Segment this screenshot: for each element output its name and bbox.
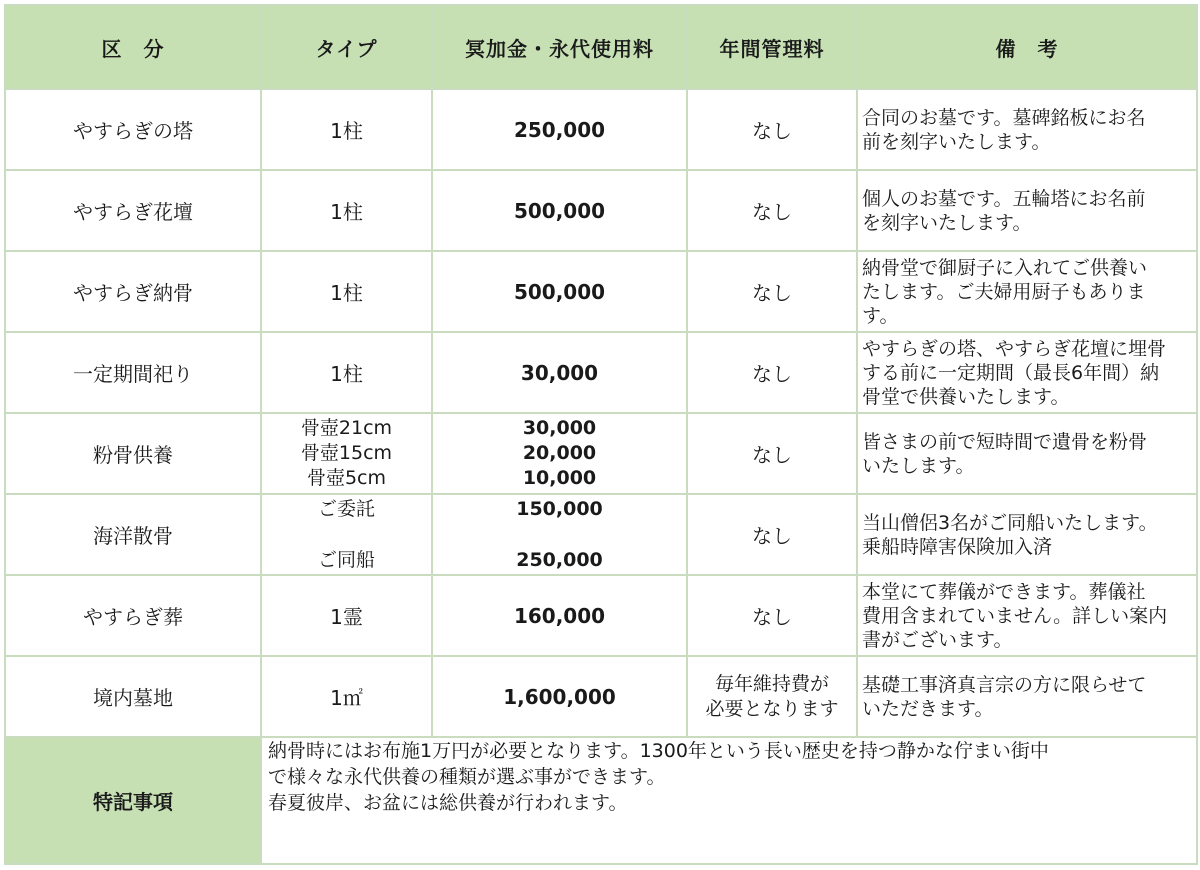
- table-row: [5, 494, 1197, 575]
- annual-fee-cell-line: なし: [752, 443, 792, 467]
- category-cell: やすらぎの塔: [5, 89, 261, 170]
- category-cell: 海洋散骨: [5, 494, 261, 575]
- table-row: [5, 332, 1197, 413]
- notes-cell-line: 合同のお墓です。墓碑銘板にお名: [862, 106, 1146, 129]
- special-note-line: 春夏彼岸、お盆には総供養が行われます。: [268, 792, 628, 814]
- pricing-sheet: [4, 4, 1196, 866]
- table-row: [5, 413, 1197, 494]
- notes-cell-line: 骨堂で供養いたします。: [862, 385, 1070, 408]
- special-note-line: で様々な永代供養の種類が選ぶ事ができます。: [268, 766, 666, 788]
- table-body: [5, 89, 1197, 864]
- notes-cell: [857, 575, 1197, 656]
- type-cell: [261, 170, 432, 251]
- notes-cell-line: いただきます。: [862, 697, 994, 720]
- price-cell-line: 30,000: [522, 417, 597, 439]
- notes-cell-line: 書がございます。: [862, 628, 1013, 651]
- notes-cell: [857, 170, 1197, 251]
- type-cell-line: 1柱: [330, 281, 363, 305]
- notes-cell-line: 費用含まれていません。詳しい案内: [862, 604, 1168, 627]
- annual-fee-cell-line: 毎年維持費が: [714, 672, 829, 695]
- category-cell: やすらぎ花壇: [5, 170, 261, 251]
- price-cell-line: 500,000: [513, 279, 606, 304]
- price-cell: [432, 332, 687, 413]
- price-cell: [432, 89, 687, 170]
- annual-fee-cell-line: なし: [752, 119, 792, 143]
- notes-cell-line: を刻字いたします。: [862, 211, 1032, 234]
- price-cell-line: 500,000: [513, 198, 606, 223]
- notes-cell: [857, 494, 1197, 575]
- special-note-line: 納骨時にはお布施1万円が必要となります。1300年という長い歴史を持つ静かな佇まい街中: [268, 740, 1049, 762]
- header-annual-fee: 年間管理料: [687, 5, 857, 89]
- header-type: タイプ: [261, 5, 432, 89]
- header-category: 区 分: [5, 5, 261, 89]
- annual-fee-cell-line: なし: [752, 605, 792, 629]
- annual-fee-cell-line: なし: [752, 281, 792, 305]
- price-cell-line: [433, 522, 686, 548]
- notes-cell-line: 本堂にて葬儀ができます。葬儀社: [862, 580, 1146, 603]
- type-cell-line: 骨壺21cm: [300, 417, 393, 439]
- type-cell-line: [262, 522, 431, 548]
- annual-fee-cell: [687, 656, 857, 737]
- notes-cell-line: する前に一定期間（最長6年間）納: [862, 361, 1160, 384]
- type-cell: [261, 413, 432, 494]
- price-cell: [432, 656, 687, 737]
- notes-cell-line: たします。ご夫婦用厨子もありま: [862, 280, 1146, 303]
- table-row: [5, 170, 1197, 251]
- type-cell-line: 骨壺5cm: [306, 467, 387, 489]
- type-cell-line: ご委託: [317, 497, 375, 520]
- annual-fee-cell-line: なし: [752, 200, 792, 224]
- type-cell: [261, 656, 432, 737]
- type-cell-line: 1㎡: [330, 686, 363, 710]
- table-row: [5, 251, 1197, 332]
- special-notes-row: [5, 737, 1197, 864]
- special-notes-text: [261, 737, 1197, 864]
- header-notes: 備 考: [857, 5, 1197, 89]
- notes-cell-line: 乗船時障害保険加入済: [862, 535, 1053, 558]
- price-cell: [432, 413, 687, 494]
- table-row: [5, 656, 1197, 737]
- notes-cell: [857, 89, 1197, 170]
- notes-cell-line: いたします。: [862, 454, 975, 477]
- price-cell-line: 30,000: [520, 360, 599, 385]
- notes-cell-line: す。: [862, 304, 899, 327]
- price-cell-line: 250,000: [513, 117, 606, 142]
- type-cell: [261, 251, 432, 332]
- annual-fee-cell-line: 必要となります: [705, 697, 839, 720]
- annual-fee-cell: [687, 413, 857, 494]
- table-row: [5, 89, 1197, 170]
- annual-fee-cell: [687, 332, 857, 413]
- annual-fee-cell: [687, 170, 857, 251]
- header-price: 冥加金・永代使用料: [432, 5, 687, 89]
- price-cell-line: 1,600,000: [503, 684, 616, 709]
- price-cell-line: 160,000: [513, 603, 606, 628]
- special-notes-label: 特記事項: [5, 737, 261, 864]
- type-cell-line: ご同船: [317, 548, 375, 571]
- type-cell-line: 骨壺15cm: [300, 442, 393, 464]
- notes-cell: [857, 413, 1197, 494]
- category-cell: やすらぎ納骨: [5, 251, 261, 332]
- notes-cell-line: 当山僧侶3名がご同船いたします。: [862, 511, 1158, 534]
- header-row: [5, 5, 1197, 89]
- notes-cell-line: 基礎工事済真言宗の方に限らせて: [862, 673, 1147, 696]
- price-cell: [432, 494, 687, 575]
- notes-cell-line: やすらぎの塔、やすらぎ花壇に埋骨: [862, 337, 1167, 360]
- category-cell: 一定期間祀り: [5, 332, 261, 413]
- notes-cell-line: 個人のお墓です。五輪塔にお名前: [862, 187, 1146, 210]
- notes-cell: [857, 332, 1197, 413]
- annual-fee-cell: [687, 575, 857, 656]
- type-cell: [261, 89, 432, 170]
- category-cell: 境内墓地: [5, 656, 261, 737]
- notes-cell-line: 納骨堂で御厨子に入れてご供養い: [862, 256, 1148, 279]
- price-cell-line: 10,000: [522, 467, 597, 489]
- price-cell-line: 20,000: [522, 442, 597, 464]
- notes-cell-line: 前を刻字いたします。: [862, 130, 1051, 153]
- price-cell: [432, 575, 687, 656]
- type-cell-line: 1柱: [330, 200, 363, 224]
- price-cell-line: 250,000: [516, 548, 603, 571]
- pricing-table: [4, 4, 1198, 865]
- category-cell: やすらぎ葬: [5, 575, 261, 656]
- price-cell: [432, 251, 687, 332]
- type-cell-line: 1霊: [330, 605, 363, 629]
- price-cell: [432, 170, 687, 251]
- notes-cell: [857, 251, 1197, 332]
- annual-fee-cell-line: なし: [752, 524, 792, 548]
- price-cell-line: 150,000: [516, 497, 603, 520]
- type-cell: [261, 575, 432, 656]
- notes-cell: [857, 656, 1197, 737]
- annual-fee-cell-line: なし: [752, 362, 792, 386]
- category-cell: 粉骨供養: [5, 413, 261, 494]
- type-cell-line: 1柱: [330, 119, 363, 143]
- annual-fee-cell: [687, 251, 857, 332]
- annual-fee-cell: [687, 89, 857, 170]
- type-cell-line: 1柱: [330, 362, 363, 386]
- annual-fee-cell: [687, 494, 857, 575]
- notes-cell-line: 皆さまの前で短時間で遺骨を粉骨: [862, 430, 1148, 453]
- type-cell: [261, 494, 432, 575]
- type-cell: [261, 332, 432, 413]
- table-row: [5, 575, 1197, 656]
